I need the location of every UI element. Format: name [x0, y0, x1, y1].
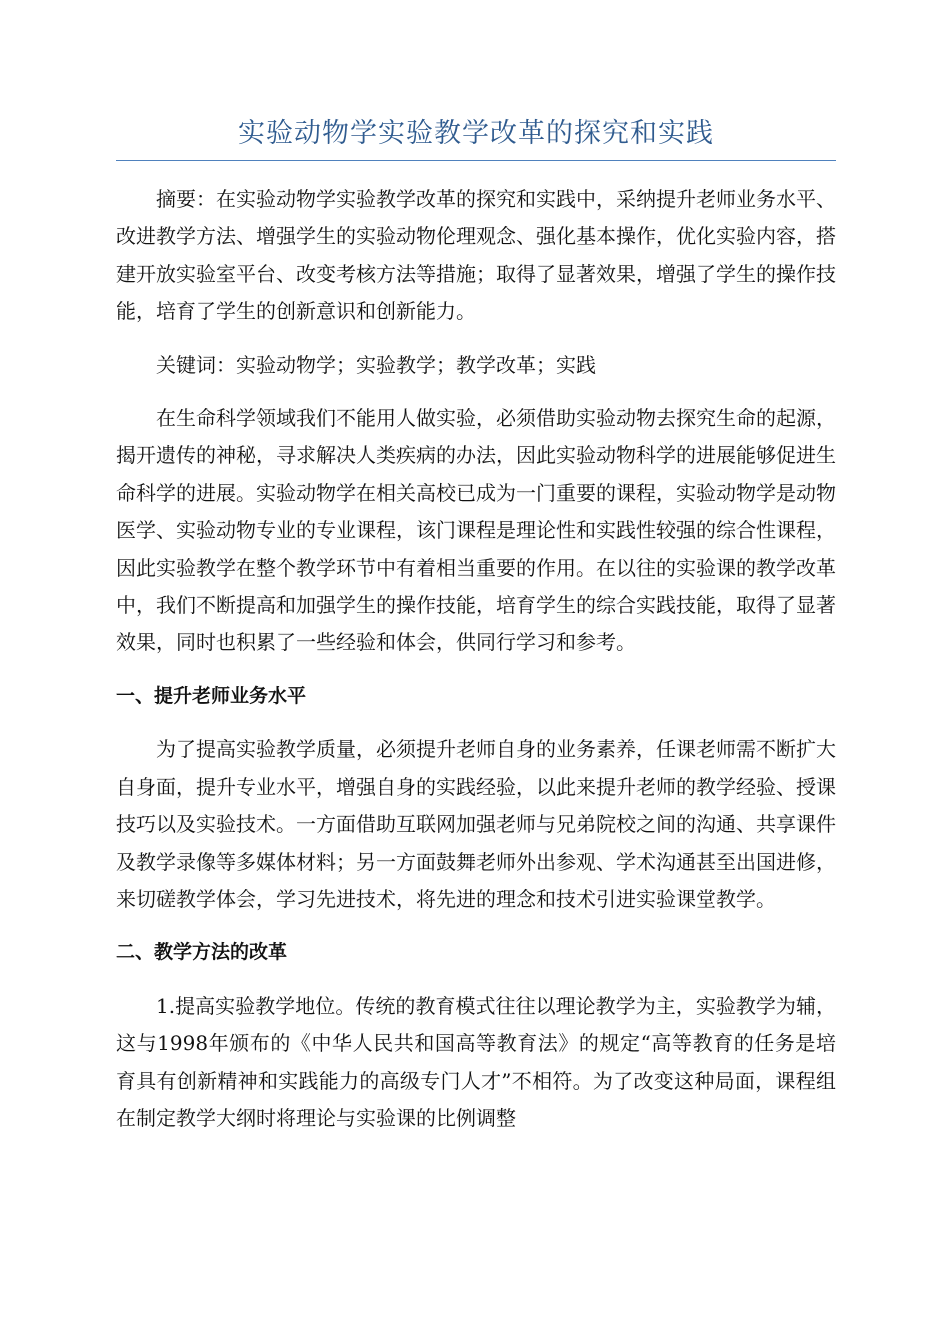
- section-heading-2: 二、教学方法的改革: [116, 941, 288, 964]
- spacer: [116, 384, 836, 400]
- document-title: 实验动物学实验教学改革的探究和实践: [238, 118, 714, 149]
- spacer: [116, 972, 836, 988]
- spacer: [116, 715, 836, 731]
- spacer: [116, 918, 836, 934]
- abstract-paragraph: 摘要：在实验动物学实验教学改革的探究和实践中，采纳提升老师业务水平、改进教学方法、增强学生的实验动物伦理观念、强化基本操作，优化实验内容，搭建开放实验室平台、改变考核方法等措施；取得了显著效果，增强了学生的操作技能，培育了学生的创新意识和创新能力。: [116, 187, 836, 324]
- title-underline: [116, 160, 836, 161]
- intro-paragraph: 在生命科学领域我们不能用人做实验，必须借助实验动物去探究生命的起源，揭开遗传的神秘，寻求解决人类疾病的办法，因此实验动物科学的进展能够促进生命科学的进展。实验动物学在相关高校已成为一门重要的课程，实验动物学是动物医学、实验动物专业的专业课程，该门课程是理论性和实践性较强的综合性课程，因此实验教学在整个教学环节中有着相当重要的作用。在以往的实验课的教学改革中，我们不断提高和加强学生的操作技能，培育学生的综合实践技能，取得了显著效果，同时也积累了一些经验和体会，供同行学习和参考。: [116, 406, 836, 655]
- section-1-paragraph: 为了提高实验教学质量，必须提升老师自身的业务素养，任课老师需不断扩大自身面，提升专业水平，增强自身的实践经验，以此来提升老师的教学经验、授课技巧以及实验技术。一方面借助互联网加强老师与兄弟院校之间的沟通、共享课件及教学录像等多媒体材料；另一方面鼓舞老师外出参观、学术沟通甚至出国进修，来切磋教学体会，学习先进技术，将先进的理念和技术引进实验课堂教学。: [116, 737, 836, 911]
- keywords-paragraph: 关键词：实验动物学；实验教学；教学改革；实践: [156, 352, 596, 377]
- spacer: [116, 662, 836, 678]
- section-2-paragraph: 1.提高实验教学地位。传统的教育模式往往以理论教学为主，实验教学为辅，这与1998年颁布的《中华人民共和国高等教育法》的规定“高等教育的任务是培育具有创新精神和实践能力的高级专门人才”不相符。为了改变这种局面，课程组在制定教学大纲时将理论与实验课的比例调整: [116, 993, 836, 1130]
- spacer: [116, 331, 836, 347]
- document-page: [116, 108, 836, 1137]
- section-heading-1: 一、提升老师业务水平: [116, 684, 307, 707]
